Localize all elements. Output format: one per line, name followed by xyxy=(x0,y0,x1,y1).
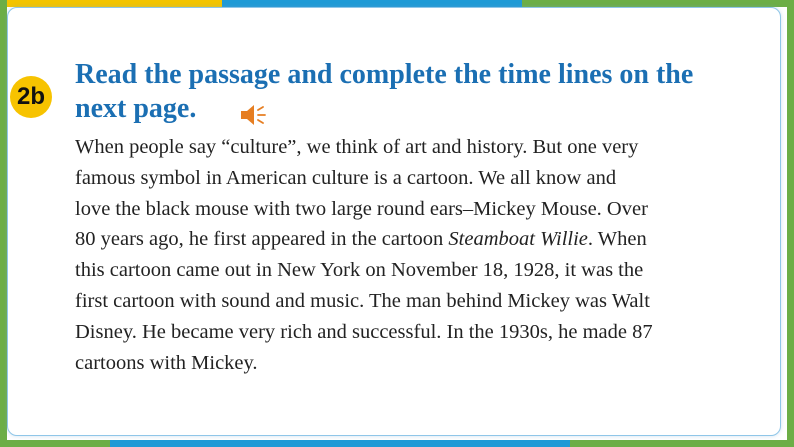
instruction-line-1: Read the passage and complete the time lines on the xyxy=(75,59,694,90)
passage-line: Disney. He became very rich and successful. In the 1930s, he made 87 xyxy=(75,320,653,343)
frame-top-blue-bar xyxy=(222,0,522,7)
section-badge xyxy=(10,76,52,118)
reading-passage xyxy=(75,132,775,378)
passage-line: 80 years ago, he first appeared in the cartoon xyxy=(75,228,449,251)
frame-bottom-green-bar-right xyxy=(570,440,794,447)
passage-line: love the black mouse with two large round ears–Mickey Mouse. Over xyxy=(75,197,648,220)
frame-left-bar xyxy=(0,0,7,447)
speaker-icon[interactable] xyxy=(238,100,268,130)
instruction-line-2: next page. xyxy=(75,93,197,124)
frame-right-bar xyxy=(787,0,794,447)
passage-line: . When xyxy=(587,228,647,251)
instruction-heading xyxy=(75,58,775,126)
passage-line: famous symbol in American culture is a cartoon. We all know and xyxy=(75,166,617,189)
section-badge-label: 2b xyxy=(16,83,45,110)
passage-line: first cartoon with sound and music. The man behind Mickey was Walt xyxy=(75,289,650,312)
frame-top-yellow-bar xyxy=(0,0,222,7)
frame-top-green-bar xyxy=(522,0,794,7)
cartoon-title: Steamboat Willie xyxy=(448,228,588,251)
passage-line: cartoons with Mickey. xyxy=(75,351,258,374)
frame-bottom-blue-bar xyxy=(110,440,570,447)
passage-line: When people say “culture”, we think of art and history. But one very xyxy=(75,136,639,158)
speaker-icon-graphic xyxy=(238,100,268,130)
frame-bottom-green-bar xyxy=(0,440,110,447)
passage-line: this cartoon came out in New York on November 18, 1928, it was the xyxy=(75,259,644,282)
